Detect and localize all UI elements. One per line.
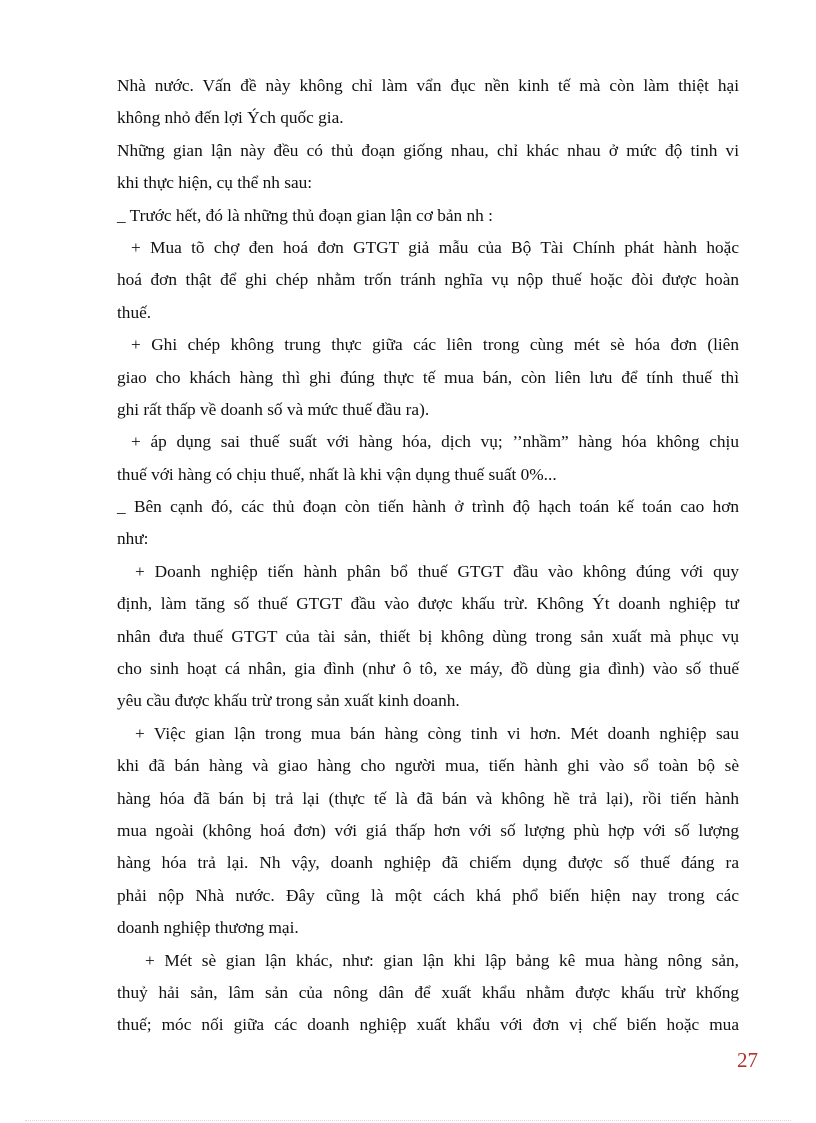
- text-line: không nhỏ đến lợi Ých quốc gia.: [117, 108, 344, 128]
- page-number: 27: [737, 1048, 758, 1072]
- text-line: định, làm tăng số thuế GTGT đầu vào được khấu trừ. Không Ýt doanh nghiệp tư: [117, 594, 739, 614]
- text-line: + Việc gian lận trong mua bán hàng còng tinh vi hơn. Mét doanh nghiệp sau: [135, 723, 739, 743]
- text-line: mua ngoài (không hoá đơn) với giá thấp hơn với số lượng phù hợp với số lượng: [117, 820, 739, 840]
- page-bottom-rule: [25, 1120, 791, 1121]
- text-line: + Ghi chép không trung thực giữa các liên trong cùng mét sè hóa đơn (liên: [131, 335, 739, 355]
- body-text: [117, 70, 739, 1042]
- text-line: _ Trước hết, đó là những thủ đoạn gian lận cơ bản nh :: [117, 205, 493, 225]
- text-line: nhân đưa thuế GTGT của tài sản, thiết bị không dùng trong sản xuất mà phục vụ: [117, 626, 739, 646]
- text-line: giao cho khách hàng thì ghi đúng thực tế mua bán, còn liên lưu để tính thuế thì: [117, 367, 739, 387]
- text-line: ghi rất thấp về doanh số và mức thuế đầu ra).: [117, 399, 430, 419]
- text-line: + áp dụng sai thuế suất với hàng hóa, dịch vụ; ’’nhầm” hàng hóa không chịu: [131, 432, 739, 452]
- text-line: + Doanh nghiệp tiến hành phân bổ thuế GTGT đầu vào không đúng với quy: [135, 561, 739, 581]
- text-line: hàng hóa trả lại. Nh vậy, doanh nghiệp đã chiếm dụng được số thuế đáng ra: [117, 853, 739, 873]
- text-line: hoá đơn thật để ghi chép nhằm trốn tránh nghĩa vụ nộp thuế hoặc đòi được hoàn: [117, 270, 739, 290]
- text-line: _ Bên cạnh đó, các thủ đoạn còn tiến hành ở trình độ hạch toán kế toán cao hơn: [117, 497, 739, 517]
- text-line: phải nộp Nhà nước. Đây cũng là một cách khá phổ biến hiện nay trong các: [117, 885, 739, 905]
- text-line: thuế; móc nối giữa các doanh nghiệp xuất khẩu với đơn vị chế biến hoặc mua: [117, 1015, 739, 1035]
- text-line: yêu cầu được khấu trừ trong sản xuất kinh doanh.: [117, 691, 460, 711]
- text-line: thuỷ hải sản, lâm sản của nông dân để xuất khẩu nhằm được khấu trừ khống: [117, 982, 739, 1002]
- text-line: + Mua tõ chợ đen hoá đơn GTGT giả mẫu của Bộ Tài Chính phát hành hoặc: [131, 237, 739, 257]
- text-line: thuế với hàng có chịu thuế, nhất là khi vận dụng thuế suất 0%...: [117, 464, 557, 484]
- text-line: như:: [117, 529, 149, 549]
- text-line: khi thực hiện, cụ thể nh sau:: [117, 173, 313, 193]
- text-line: Nhà nước. Vấn đề này không chỉ làm vẩn đục nền kinh tế mà còn làm thiệt hại: [117, 76, 739, 95]
- text-line: cho sinh hoạt cá nhân, gia đình (như ô tô, xe máy, đồ dùng gia đình) vào số thuế: [117, 659, 739, 679]
- text-line: hàng hóa đã bán bị trả lại (thực tế là đã bán và không hề trả lại), rồi tiến hành: [117, 788, 739, 808]
- text-line: + Mét sè gian lận khác, như: gian lận khi lập bảng kê mua hàng nông sản,: [145, 950, 739, 970]
- text-line: Những gian lận này đều có thủ đoạn giống nhau, chỉ khác nhau ở mức độ tinh vi: [117, 140, 739, 160]
- text-line: khi đã bán hàng và giao hàng cho người mua, tiến hành ghi vào sổ toàn bộ sè: [117, 756, 739, 776]
- text-line: doanh nghiệp thương mại.: [117, 918, 299, 938]
- text-line: thuế.: [117, 302, 152, 322]
